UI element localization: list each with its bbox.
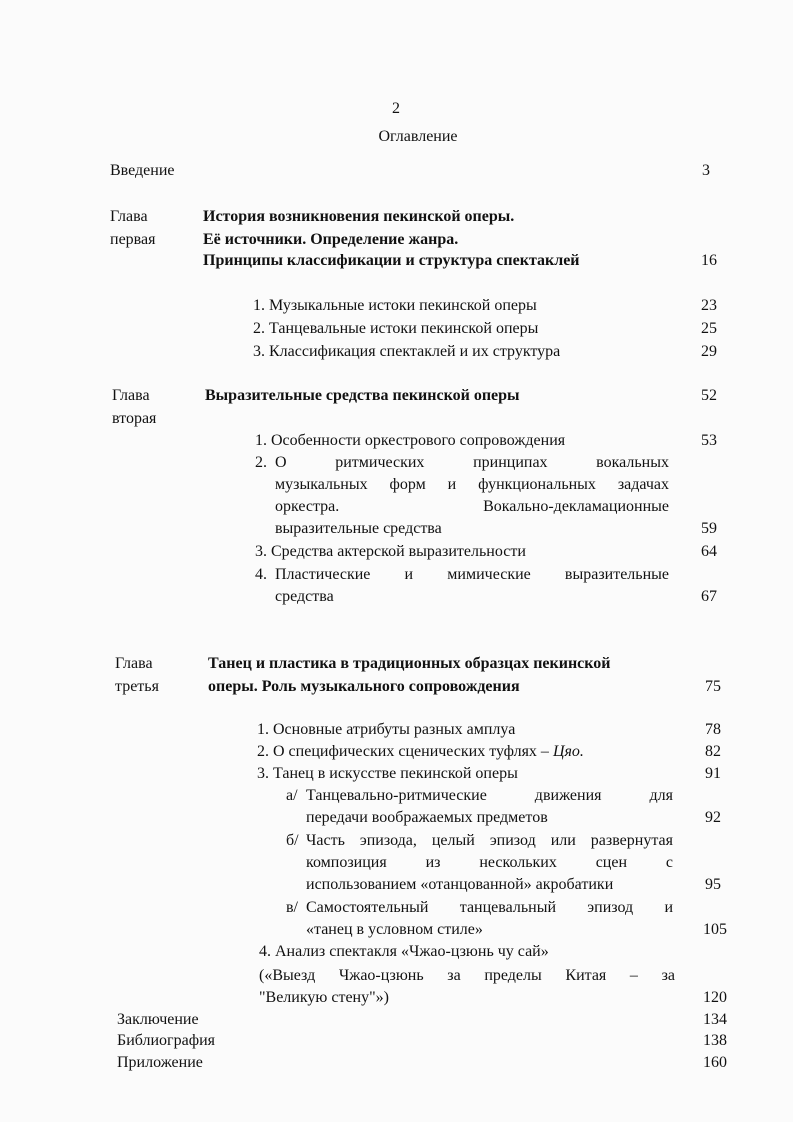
chapter3-sub-b-line2: композиция из нескольких сцен с xyxy=(306,854,673,871)
chapter1-item-3-page: 29 xyxy=(701,343,717,360)
chapter1-title-line2: Её источники. Определение жанра. xyxy=(203,231,459,248)
chapter2-item-2-line3: оркестра. Вокально-декламационные xyxy=(275,498,669,515)
chapter2-item-3-page: 64 xyxy=(701,543,717,560)
chapter3-sub-b-page: 95 xyxy=(705,876,721,893)
chapter1-page: 16 xyxy=(701,252,717,269)
chapter3-item-1: 1. Основные атрибуты разных амплуа xyxy=(257,721,516,738)
chapter3-label-line2: третья xyxy=(115,678,159,695)
conclusion-page: 134 xyxy=(703,1011,727,1028)
appendix-page: 160 xyxy=(703,1054,727,1071)
chapter2-item-2-number: 2. xyxy=(255,454,267,471)
chapter3-sub-a-prefix: а/ xyxy=(286,787,298,804)
chapter2-item-4-page: 67 xyxy=(701,588,717,605)
chapter2-item-4-line1: Пластические и мимические выразительные xyxy=(275,566,669,583)
chapter3-item-4-page: 120 xyxy=(703,989,727,1006)
chapter2-item-2-line2: музыкальных форм и функциональных задачах xyxy=(275,476,669,493)
chapter1-item-3: 3. Классификация спектаклей и их структура xyxy=(253,343,561,360)
chapter1-title-line3: Принципы классификации и структура спектаклей xyxy=(203,252,580,269)
chapter3-item-2-italic: Цяо. xyxy=(552,743,584,760)
chapter3-item-2-page: 82 xyxy=(705,743,721,760)
chapter2-label-line1: Глава xyxy=(112,387,150,404)
chapter3-label-line1: Глава xyxy=(115,655,153,672)
chapter1-item-2-page: 25 xyxy=(701,320,717,337)
chapter2-item-1: 1. Особенности оркестрового сопровождения xyxy=(255,432,566,449)
chapter1-item-2: 2. Танцевальные истоки пекинской оперы xyxy=(253,320,539,337)
chapter3-item-1-page: 78 xyxy=(705,721,721,738)
chapter3-title-line1: Танец и пластика в традиционных образцах пекинской xyxy=(208,655,611,672)
chapter1-title-line1: История возникновения пекинской оперы. xyxy=(203,208,515,225)
chapter3-item-2 xyxy=(257,742,584,762)
chapter1-label-line1: Глава xyxy=(110,208,148,225)
chapter3-sub-b-prefix: б/ xyxy=(286,832,299,849)
appendix-label: Приложение xyxy=(117,1054,203,1071)
chapter3-item-3-page: 91 xyxy=(705,765,721,782)
conclusion-label: Заключение xyxy=(117,1011,199,1028)
chapter2-label-line2: вторая xyxy=(112,410,157,427)
chapter2-item-4-number: 4. xyxy=(255,566,267,583)
page-title: Оглавление xyxy=(378,128,458,145)
chapter1-label-line2: первая xyxy=(110,231,156,248)
chapter3-item-3: 3. Танец в искусстве пекинской оперы xyxy=(257,765,518,782)
chapter2-item-3: 3. Средства актерской выразительности xyxy=(255,543,526,560)
chapter3-sub-b-line3: использованием «отанцованной» акробатики xyxy=(306,876,614,893)
chapter3-sub-a-line2: передачи воображаемых предметов xyxy=(306,809,548,826)
page-number: 2 xyxy=(392,100,400,117)
chapter2-item-4-line2: средства xyxy=(275,588,334,605)
chapter3-sub-a-page: 92 xyxy=(705,809,721,826)
chapter3-item-4-line2: («Выезд Чжао-цзюнь за пределы Китая – за xyxy=(259,967,675,984)
intro-page: 3 xyxy=(702,162,710,179)
chapter2-item-1-page: 53 xyxy=(701,432,717,449)
chapter1-item-1: 1. Музыкальные истоки пекинской оперы xyxy=(253,297,537,314)
chapter3-sub-v-prefix: в/ xyxy=(286,899,298,916)
bibliography-label: Библиография xyxy=(117,1032,215,1049)
chapter1-item-1-page: 23 xyxy=(701,297,717,314)
chapter3-sub-v-line1: Самостоятельный танцевальный эпизод и xyxy=(306,899,673,916)
chapter2-item-2-page: 59 xyxy=(701,520,717,537)
chapter2-item-2-line4: выразительные средства xyxy=(275,520,442,537)
chapter3-sub-v-line2: «танец в условном стиле» xyxy=(306,921,483,938)
bibliography-page: 138 xyxy=(703,1032,727,1049)
chapter3-item-4-line1: 4. Анализ спектакля «Чжао-цзюнь чу сай» xyxy=(259,943,549,960)
chapter3-sub-a-line1: Танцевально-ритмические движения для xyxy=(306,787,673,804)
chapter3-item-2-text: 2. О специфических сценических туфлях – xyxy=(257,743,553,760)
chapter3-page: 75 xyxy=(705,678,721,695)
chapter2-page: 52 xyxy=(701,387,717,404)
chapter2-item-2-line1: О ритмических принципах вокальных xyxy=(275,454,669,471)
chapter3-sub-v-page: 105 xyxy=(703,921,727,938)
chapter3-title-line2: оперы. Роль музыкального сопровождения xyxy=(208,678,520,695)
chapter3-sub-b-line1: Часть эпизода, целый эпизод или развернутая xyxy=(306,832,673,849)
chapter2-title: Выразительные средства пекинской оперы xyxy=(205,387,520,404)
intro-label: Введение xyxy=(110,162,175,179)
chapter3-item-4-line3: "Великую стену"») xyxy=(259,989,389,1006)
